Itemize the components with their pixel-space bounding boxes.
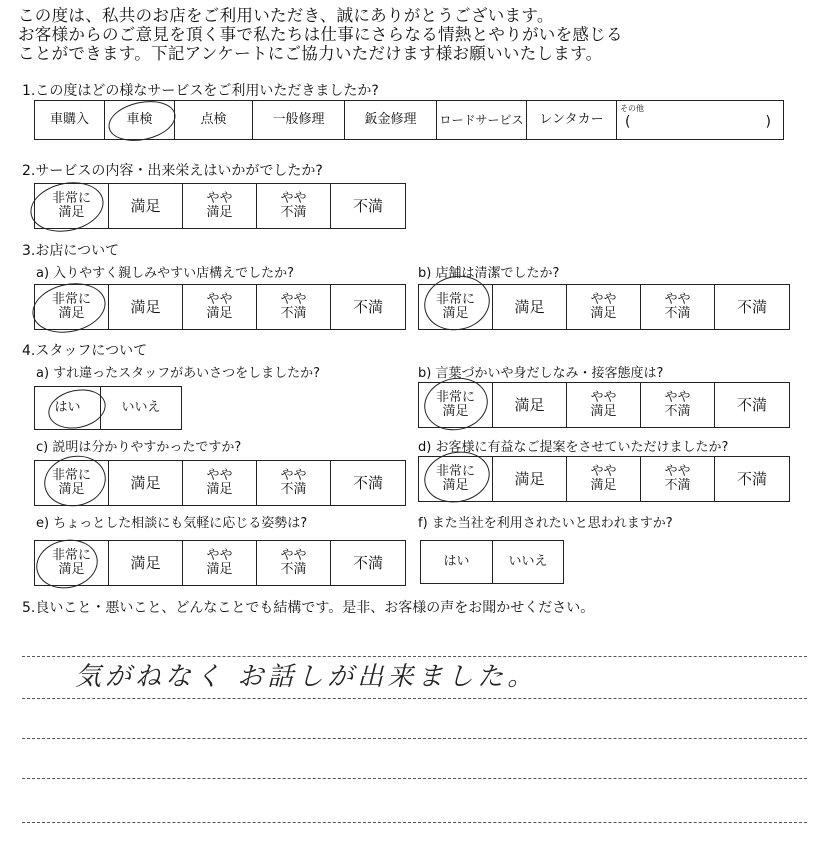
rating-somewhat-unsatisfied[interactable]: やや 不満 <box>257 184 331 228</box>
option-road-service[interactable]: ロードサービス <box>437 101 527 139</box>
question-4a: a) すれ違ったスタッフがあいさつをしましたか? <box>36 366 321 381</box>
question-4d: d) お客様に有益なご提案をさせていただけましたか? <box>418 440 729 455</box>
rating-somewhat-unsatisfied[interactable]: やや 不満 <box>257 541 331 585</box>
rating-somewhat-unsatisfied[interactable]: やや 不満 <box>257 461 331 505</box>
question-4: 4.スタッフについて <box>22 343 148 359</box>
rating-unsatisfied[interactable]: 不満 <box>352 474 383 492</box>
question-3b: b) 店舗は清潔でしたか? <box>418 266 560 281</box>
rating-somewhat-unsatisfied[interactable]: やや 不満 <box>641 457 715 501</box>
rating-unsatisfied[interactable]: 不満 <box>736 298 767 316</box>
rating-satisfied[interactable]: 満足 <box>109 461 183 505</box>
rating-satisfied[interactable]: 満足 <box>109 285 183 329</box>
intro-line: ことができます。下記アンケートにご協力いただけます様お願いいたします。 <box>18 44 603 63</box>
rating-satisfied[interactable]: 満足 <box>493 285 567 329</box>
other-close-paren: ) <box>765 114 771 130</box>
rating-somewhat-satisfied[interactable]: やや 満足 <box>567 383 641 427</box>
question-4e: e) ちょっとした相談にも気軽に応じる姿勢は? <box>36 516 308 531</box>
other-label: その他 <box>620 104 644 113</box>
q4e-rating <box>34 540 406 586</box>
rating-satisfied[interactable]: 満足 <box>493 457 567 501</box>
rating-somewhat-satisfied[interactable]: やや 満足 <box>183 541 257 585</box>
question-1: 1.この度はどの様なサービスをご利用いただきましたか? <box>22 83 379 99</box>
rating-somewhat-unsatisfied[interactable]: やや 不満 <box>641 383 715 427</box>
question-2: 2.サービスの内容・出来栄えはいかがでしたか? <box>22 163 323 179</box>
handwritten-answer[interactable]: 気がねなく お話しが出来ました。 <box>75 662 538 692</box>
q4c-rating <box>34 460 406 506</box>
question-4c: c) 説明は分かりやすかったですか? <box>36 440 242 455</box>
option-car-purchase[interactable]: 車購入 <box>35 101 105 139</box>
rating-somewhat-unsatisfied[interactable]: やや 不満 <box>641 285 715 329</box>
rating-somewhat-satisfied[interactable]: やや 満足 <box>183 285 257 329</box>
question-4f: f) また当社を利用されたいと思われますか? <box>418 516 673 531</box>
rating-satisfied[interactable]: 満足 <box>109 541 183 585</box>
q3b-rating <box>418 284 790 330</box>
other-open-paren: ( <box>625 114 631 130</box>
question-3a: a) 入りやすく親しみやすい店構えでしたか? <box>36 266 295 281</box>
rating-unsatisfied[interactable]: 不満 <box>736 470 767 488</box>
rating-unsatisfied[interactable]: 不満 <box>352 197 383 215</box>
rating-very-satisfied[interactable]: 非常に 満足 <box>419 383 493 427</box>
answer-yes[interactable]: はい <box>35 387 101 429</box>
answer-line <box>22 778 807 779</box>
rating-unsatisfied[interactable]: 不満 <box>352 554 383 572</box>
answer-yes[interactable]: はい <box>421 541 493 583</box>
option-rental-car[interactable]: レンタカー <box>527 101 617 139</box>
answer-line <box>22 822 807 823</box>
intro-text <box>18 6 808 63</box>
rating-very-satisfied[interactable]: 非常に 満足 <box>35 541 109 585</box>
rating-unsatisfied[interactable]: 不満 <box>736 396 767 414</box>
rating-somewhat-unsatisfied[interactable]: やや 不満 <box>257 285 331 329</box>
rating-unsatisfied[interactable]: 不満 <box>352 298 383 316</box>
rating-very-satisfied[interactable]: 非常に 満足 <box>419 457 493 501</box>
question-4b: b) 言葉づかいや身だしなみ・接客態度は? <box>418 366 664 381</box>
option-general-repair[interactable]: 一般修理 <box>253 101 345 139</box>
question-3: 3.お店について <box>22 243 120 259</box>
intro-line: お客様からのご意見を頂く事で私たちは仕事にさらなる情熱とやりがいを感じる <box>18 25 623 44</box>
q1-options <box>34 100 784 140</box>
q4f-yesno <box>420 540 564 584</box>
rating-very-satisfied[interactable]: 非常に 満足 <box>35 184 109 228</box>
q4d-rating <box>418 456 790 502</box>
option-inspection-shaken[interactable]: 車検 <box>105 101 175 139</box>
rating-satisfied[interactable]: 満足 <box>493 383 567 427</box>
rating-somewhat-satisfied[interactable]: やや 満足 <box>567 457 641 501</box>
rating-very-satisfied[interactable]: 非常に 満足 <box>35 461 109 505</box>
intro-line: この度は、私共のお店をご利用いただき、誠にありがとうございます。 <box>18 6 554 25</box>
option-other[interactable] <box>617 101 783 139</box>
q2-rating <box>34 183 406 229</box>
answer-no[interactable]: いいえ <box>121 400 161 415</box>
option-check[interactable]: 点検 <box>175 101 253 139</box>
answer-no[interactable]: いいえ <box>508 554 548 569</box>
answer-line <box>22 698 807 699</box>
option-body-repair[interactable]: 鈑金修理 <box>345 101 437 139</box>
answer-line <box>22 738 807 739</box>
rating-somewhat-satisfied[interactable]: やや 満足 <box>183 184 257 228</box>
rating-somewhat-satisfied[interactable]: やや 満足 <box>567 285 641 329</box>
rating-very-satisfied[interactable]: 非常に 満足 <box>35 285 109 329</box>
q3a-rating <box>34 284 406 330</box>
q4b-rating <box>418 382 790 428</box>
rating-somewhat-satisfied[interactable]: やや 満足 <box>183 461 257 505</box>
q4a-yesno <box>34 386 182 430</box>
rating-very-satisfied[interactable]: 非常に 満足 <box>419 285 493 329</box>
rating-satisfied[interactable]: 満足 <box>109 184 183 228</box>
question-5: 5.良いこと・悪いこと、どんなことでも結構です。是非、お客様の声をお聞かせください。 <box>22 600 595 616</box>
